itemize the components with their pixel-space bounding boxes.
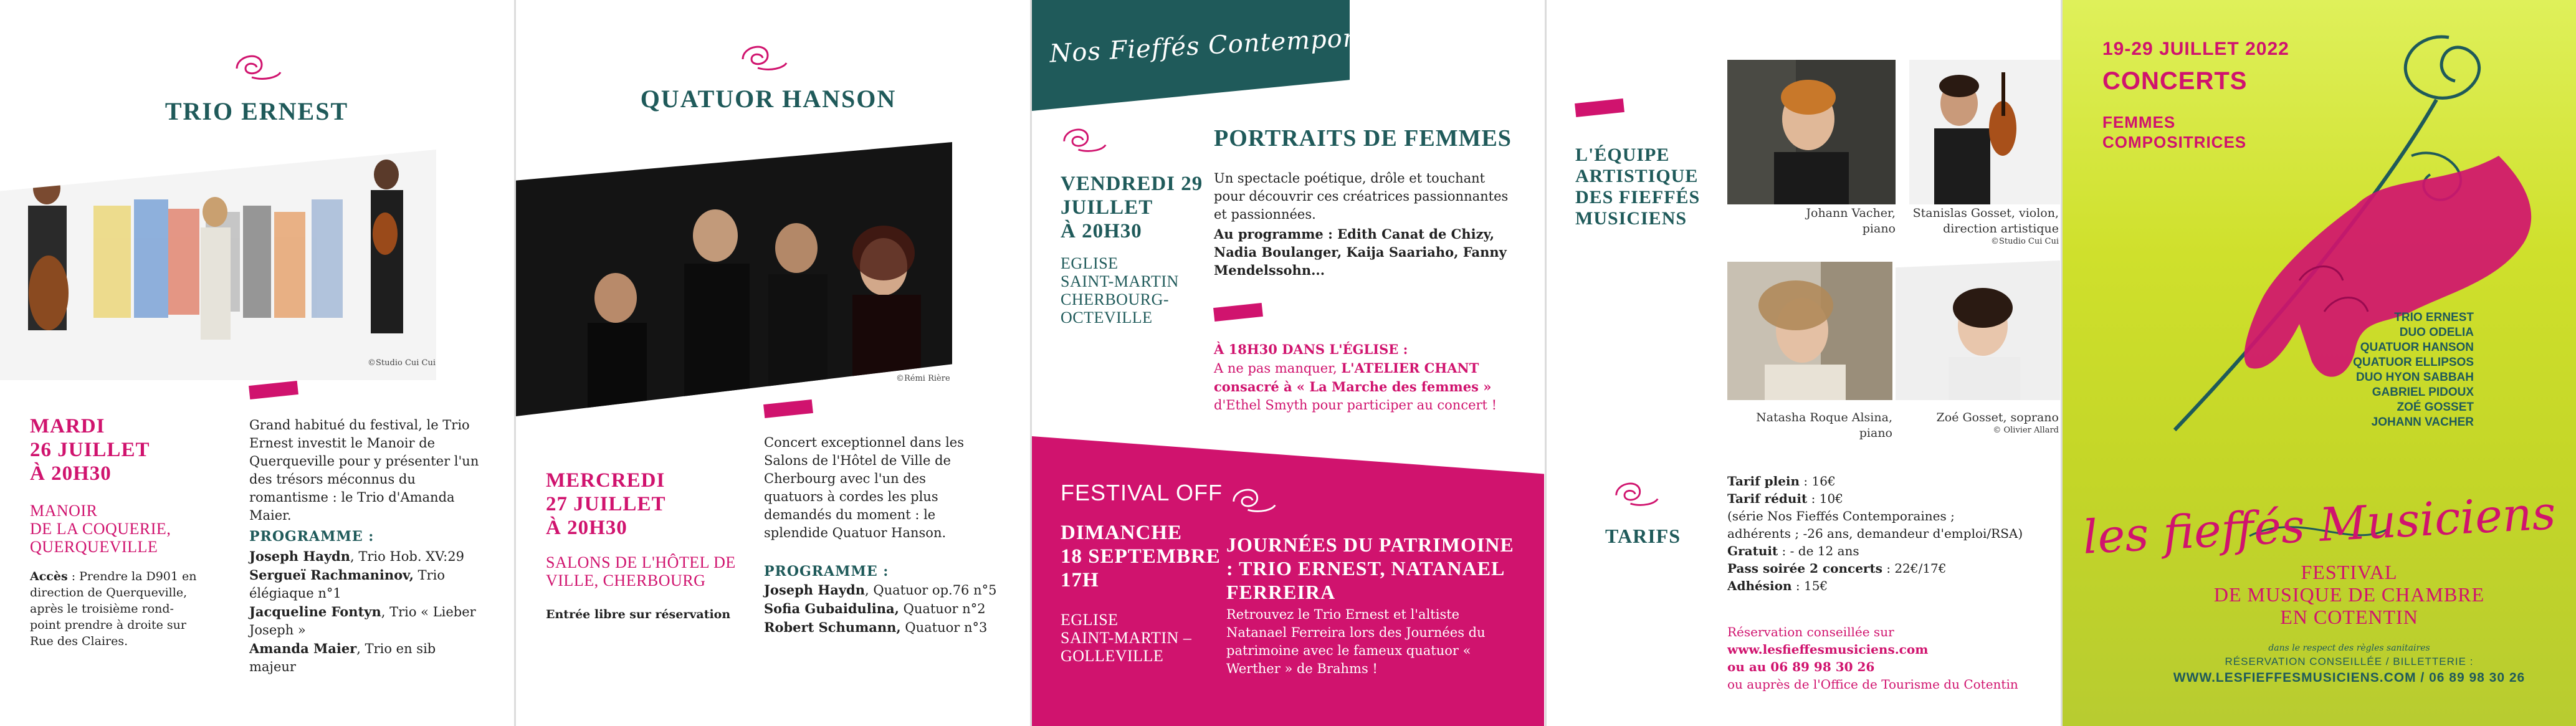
off-title: JOURNÉES DU PATRIMOINE : TRIO ERNEST, NATANAEL FERREIRA bbox=[1226, 533, 1514, 603]
list-item: ZOÉ GOSSET bbox=[2397, 401, 2474, 414]
list-item: JOHANN VACHER bbox=[2371, 416, 2474, 429]
swirl-ornament-icon bbox=[1230, 484, 1277, 515]
reservation-info: Réservation conseillée sur www.lesfieffesmusiciens.com ou au 06 89 98 30 26 ou auprès de l'Office de Tourisme du Cotentin bbox=[1727, 623, 2051, 693]
person-caption: Zoé Gosset, soprano © Olivier Allard bbox=[1936, 411, 2059, 435]
off-label: FESTIVAL OFF bbox=[1061, 480, 1223, 505]
list-item: Joseph Haydn, Quatuor op.76 n°5 bbox=[764, 582, 997, 598]
cover-concerts: CONCERTS bbox=[2102, 67, 2248, 95]
section-title: PORTRAITS DE FEMMES bbox=[1214, 125, 1512, 151]
cover-subtitle: FEMMES COMPOSITRICES bbox=[2102, 113, 2247, 151]
list-item: adhérents ; -26 ans, demandeur d'emploi/RSA) bbox=[1727, 526, 2023, 541]
access-info: Accès : Prendre la D901 en direction de Querqueville, après le troisième rond-point prendre à droite sur Rue des Claires. bbox=[30, 570, 197, 648]
panel-portraits-femmes bbox=[1032, 0, 1544, 726]
artist-list bbox=[2268, 310, 2474, 430]
event-intro: Concert exceptionnel dans les Salons de l'Hôtel de Ville de Cherbourg avec l'un des quatuors à cordes les plus demandés du moment : le splendide Quatuor Hanson. bbox=[764, 435, 965, 540]
panel-cover bbox=[2063, 0, 2576, 726]
event-description: Un spectacle poétique, drôle et touchant pour découvrir ces créatrices passionnantes et passionnées. bbox=[1214, 171, 1509, 222]
list-item: Sergueï Rachmaninov, Trio élégiaque n°1 bbox=[249, 567, 446, 601]
portrait-natasha-roque-alsina bbox=[1727, 262, 1892, 400]
pink-accent-bar bbox=[763, 399, 813, 418]
programme-list bbox=[249, 547, 486, 676]
tarifs-title: TARIFS bbox=[1605, 525, 1681, 547]
portrait-stanislas-gosset bbox=[1909, 60, 2060, 204]
list-item: Robert Schumann, Quatuor n°3 bbox=[764, 619, 988, 635]
trio-photo bbox=[0, 150, 436, 380]
event-venue: SALONS DE L'HÔTEL DE VILLE, CHERBOURG bbox=[546, 553, 736, 590]
person-caption: Natasha Roque Alsina, piano bbox=[1756, 411, 1892, 440]
cover-dates: 19-29 JUILLET 2022 bbox=[2102, 39, 2289, 59]
list-item: Adhésion : 15€ bbox=[1727, 578, 1828, 593]
event-intro: Grand habitué du festival, le Trio Ernest investit le Manoir de Querqueville pour y présenter l'un des trésors méconnus du romantisme : le Trio d'Amanda Maier. bbox=[249, 418, 479, 523]
list-item: Pass soirée 2 concerts : 22€/17€ bbox=[1727, 561, 1947, 576]
pink-accent-bar bbox=[249, 381, 298, 399]
list-item: (série Nos Fieffés Contemporaines ; bbox=[1727, 509, 1955, 523]
swirl-ornament-icon bbox=[233, 50, 283, 82]
list-item: Tarif plein : 16€ bbox=[1727, 474, 1836, 489]
list-item: Gratuit : - de 12 ans bbox=[1727, 543, 1859, 558]
programme-label: PROGRAMME : bbox=[764, 563, 889, 580]
entry-info: Entrée libre sur réservation bbox=[546, 608, 731, 621]
event-date: MERCREDI 27 JUILLET À 20H30 bbox=[546, 469, 666, 539]
list-item: DUO ODELIA bbox=[2399, 326, 2474, 339]
swirl-ornament-icon bbox=[1613, 477, 1660, 509]
list-item: TRIO ERNEST bbox=[2394, 311, 2474, 324]
event-venue: EGLISE SAINT-MARTIN CHERBOURG- OCTEVILLE bbox=[1061, 254, 1179, 327]
atelier-text: A ne pas manquer, L'ATELIER CHANT consacré à « La Marche des femmes » d'Ethel Smyth pour participer au concert ! bbox=[1214, 360, 1497, 413]
programme-info: Au programme : Edith Canat de Chizy, Nadia Boulanger, Kaija Saariaho, Fanny Mendelssohn... bbox=[1214, 226, 1507, 278]
swirl-ornament-icon bbox=[1061, 123, 1108, 155]
pink-accent-bar bbox=[1575, 98, 1624, 117]
list-item: DUO HYON SABBAH bbox=[2356, 371, 2474, 384]
team-title: L'ÉQUIPE ARTISTIQUE DES FIEFFÉS MUSICIENS bbox=[1575, 145, 1701, 229]
contact-link[interactable]: WWW.LESFIEFFESMUSICIENS.COM / 06 89 98 30 26 bbox=[2173, 671, 2526, 685]
person-caption: Johann Vacher, piano bbox=[1806, 206, 1896, 236]
sanitary-rules: dans le respect des règles sanitaires bbox=[2268, 643, 2430, 653]
list-item: Tarif réduit : 10€ bbox=[1727, 491, 1843, 506]
event-date: VENDREDI 29 JUILLET À 20H30 bbox=[1061, 173, 1203, 242]
list-item: QUATUOR HANSON bbox=[2360, 341, 2474, 354]
portrait-johann-vacher bbox=[1727, 60, 1896, 204]
photo-credit: ©Rémi Rière bbox=[896, 374, 950, 383]
reservation-label: RÉSERVATION CONSEILLÉE / BILLETTERIE : bbox=[2225, 656, 2474, 667]
panel-trio-ernest bbox=[0, 0, 513, 726]
atelier-title: À 18H30 DANS L'ÉGLISE : bbox=[1214, 342, 1408, 357]
off-venue: EGLISE SAINT-MARTIN – GOLLEVILLE bbox=[1061, 611, 1192, 665]
website-link[interactable]: www.lesfieffesmusiciens.com bbox=[1727, 642, 1929, 657]
brand-logo: les fieffés Musiciens bbox=[2081, 486, 2557, 565]
event-venue: MANOIR DE LA COQUERIE, QUERQUEVILLE bbox=[30, 502, 171, 556]
off-date: DIMANCHE 18 SEPTEMBRE 17H bbox=[1061, 522, 1221, 591]
pink-accent-bar bbox=[1213, 303, 1263, 322]
list-item: GABRIEL PIDOUX bbox=[2372, 386, 2474, 399]
swirl-ornament-icon bbox=[739, 41, 789, 73]
panel-quatuor-hanson bbox=[516, 0, 1029, 726]
list-item: Amanda Maier, Trio en sib majeur bbox=[249, 641, 436, 674]
portrait-zoe-gosset bbox=[1896, 260, 2060, 400]
list-item: Sofia Gubaidulina, Quatuor n°2 bbox=[764, 601, 986, 616]
list-item: Joseph Haydn, Trio Hob. XV:29 bbox=[249, 548, 464, 564]
programme-label: PROGRAMME : bbox=[249, 528, 374, 545]
tarifs-list bbox=[1727, 472, 2045, 595]
event-date: MARDI 26 JUILLET À 20H30 bbox=[30, 415, 150, 485]
banner-title: Nos Fieffés Contemporaines bbox=[1049, 20, 1426, 69]
list-item: Jacqueline Fontyn, Trio « Lieber Joseph » bbox=[249, 604, 476, 638]
photo-credit: ©Studio Cui Cui bbox=[368, 358, 436, 368]
off-text: Retrouvez le Trio Ernest et l'altiste Natanael Ferreira lors des Journées du patrimoine avec le fameux quatuor « Werther » de Brahms ! bbox=[1226, 607, 1486, 676]
programme-list bbox=[764, 581, 1001, 637]
panel-equipe-tarifs bbox=[1547, 0, 2060, 726]
page-title: QUATUOR HANSON bbox=[640, 85, 897, 113]
page-title: TRIO ERNEST bbox=[165, 97, 349, 125]
festival-name: FESTIVAL DE MUSIQUE DE CHAMBRE EN COTENTIN bbox=[2213, 561, 2485, 628]
list-item: QUATUOR ELLIPSOS bbox=[2353, 356, 2474, 369]
quartet-photo bbox=[516, 142, 952, 416]
person-caption: Stanislas Gosset, violon, direction artistique ©Studio Cui Cui bbox=[1912, 206, 2059, 246]
phone-number[interactable]: ou au 06 89 98 30 26 bbox=[1727, 659, 1875, 674]
